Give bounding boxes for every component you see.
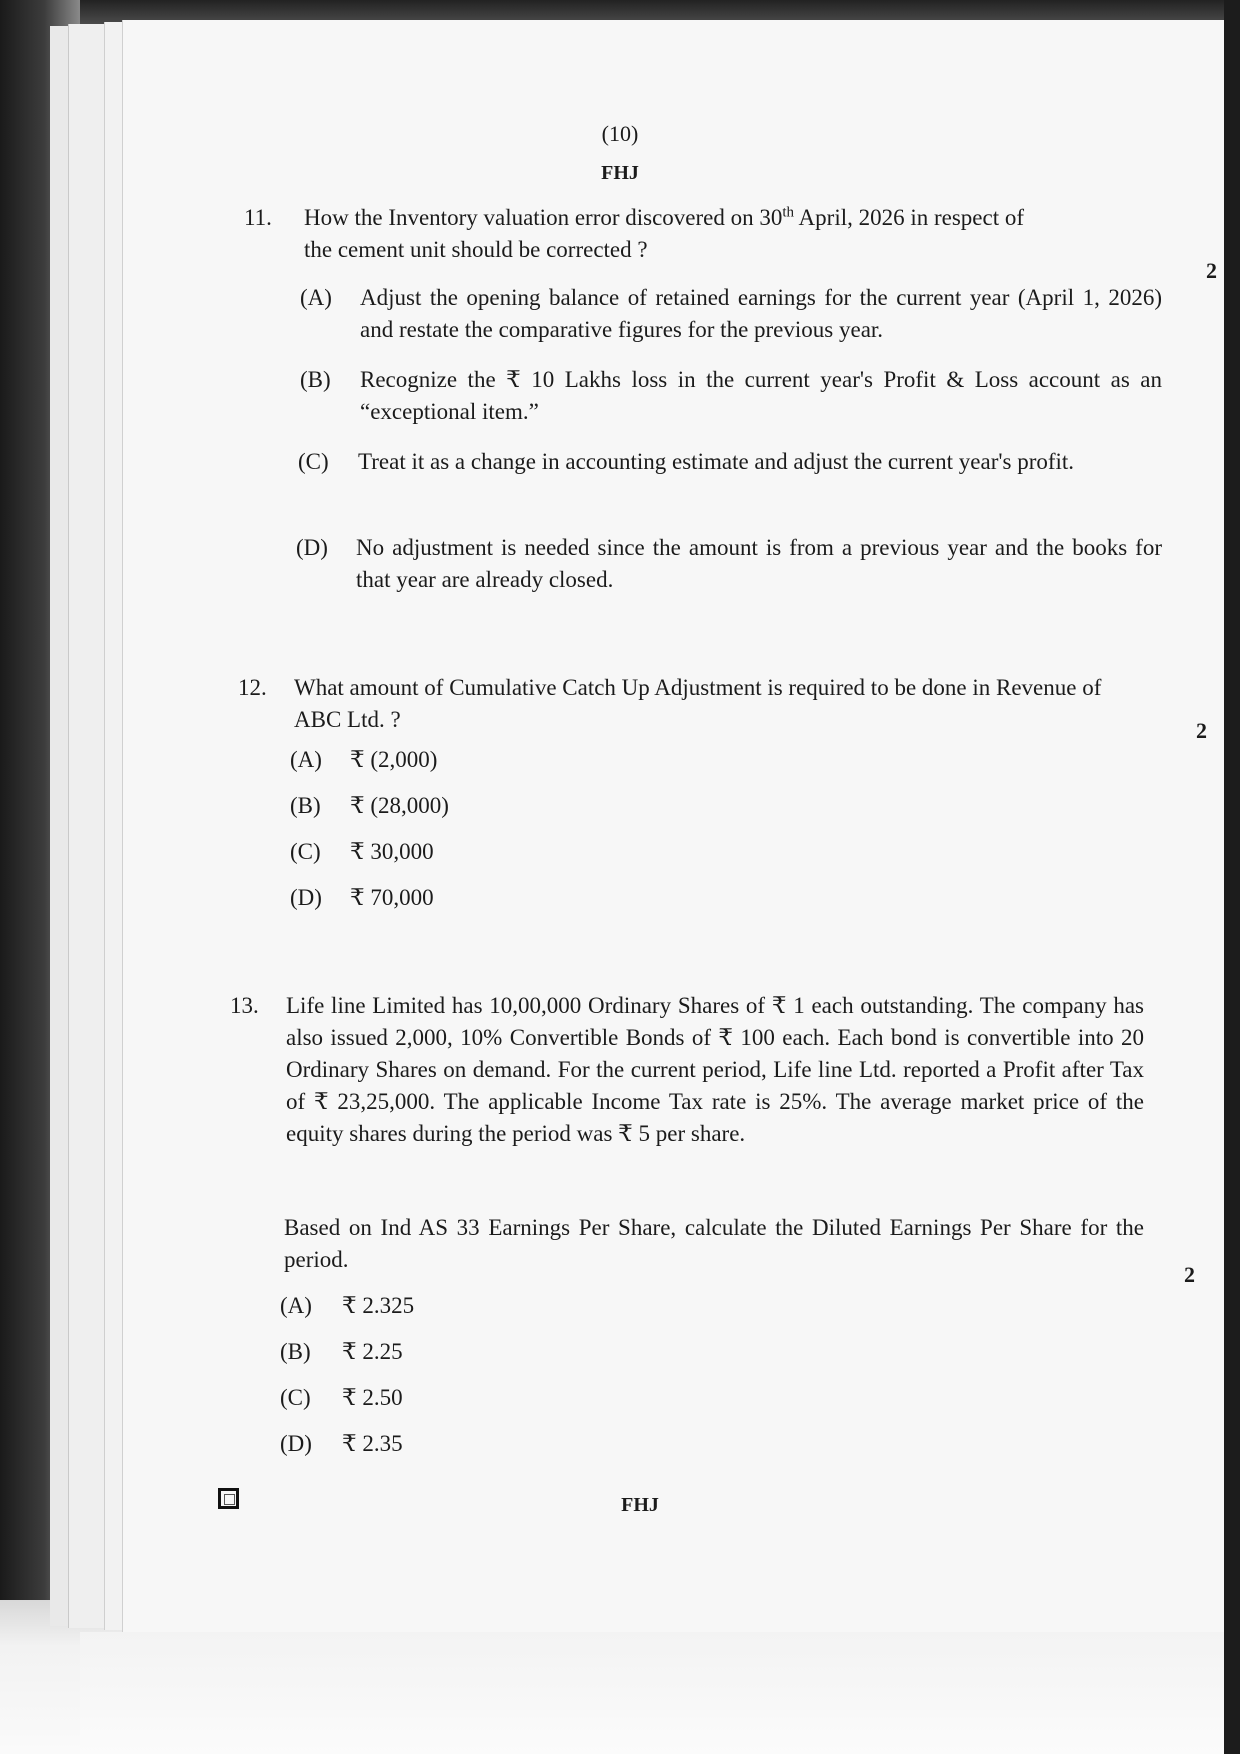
footer-code: FHJ <box>621 1494 659 1516</box>
option-label: (A) <box>300 285 332 310</box>
option-text: ₹ 2.325 <box>342 1293 415 1318</box>
question-text <box>304 202 1164 266</box>
header-code: FHJ <box>601 162 639 184</box>
option-label: (B) <box>280 1339 311 1364</box>
marks-q12: 2 <box>1196 718 1207 743</box>
question-13 <box>230 990 1150 1460</box>
superscript-th: th <box>782 204 795 221</box>
option-label: (D) <box>296 535 328 560</box>
question-text: Life line Limited has 10,00,000 Ordinary Shares of ₹ 1 each outstanding. The company has also issued 2,000, 10% Convertible Bonds of ₹ 100 each. Each bond is convertible into 20 Ordinary Shares on demand. For the current period, Life line Ltd. reported a Profit after Tax of ₹ 23,25,000. The applicable Income Tax rate is 25%. The average market price of the equity shares during the period was ₹ 5 per share. <box>286 993 1144 1146</box>
question-text-2: Based on Ind AS 33 Earnings Per Share, calculate the Diluted Earnings Per Share for the period. <box>284 1215 1144 1272</box>
question-11 <box>244 202 1164 622</box>
option-text: Recognize the ₹ 10 Lakhs loss in the current year's Profit & Loss account as an “exceptional item.” <box>360 367 1162 424</box>
option-text: Adjust the opening balance of retained earnings for the current year (April 1, 2026) and restate the comparative figures for the previous year. <box>360 285 1162 342</box>
question-text-line1-end: April, 2026 in respect of <box>794 205 1025 230</box>
option-text: ₹ 2.35 <box>342 1431 403 1456</box>
marks-q13: 2 <box>1184 1262 1195 1287</box>
option-text: ₹ (2,000) <box>350 747 438 772</box>
option-text: ₹ 2.50 <box>342 1385 403 1410</box>
question-text-line1: How the Inventory valuation error discovered on 30 <box>304 205 783 230</box>
option-label: (B) <box>300 367 331 392</box>
option-text: No adjustment is needed since the amount is from a previous year and the books for that year are already closed. <box>356 535 1162 592</box>
question-text: What amount of Cumulative Catch Up Adjustment is required to be done in Revenue of ABC Ltd. ? <box>294 675 1102 732</box>
option-text: ₹ 30,000 <box>350 839 434 864</box>
option-text: ₹ (28,000) <box>350 793 449 818</box>
option-label: (C) <box>290 839 321 864</box>
question-number: 13. <box>230 993 259 1018</box>
page-number: (10) <box>601 121 639 146</box>
paper-bottom-strip <box>80 1632 1224 1754</box>
option-text: ₹ 70,000 <box>350 885 434 910</box>
question-number: 12. <box>238 675 267 700</box>
option-label: (C) <box>280 1385 311 1410</box>
marks-q11: 2 <box>1206 258 1217 283</box>
option-label: (B) <box>290 793 321 818</box>
option-label: (D) <box>280 1431 312 1456</box>
option-label: (A) <box>280 1293 312 1318</box>
question-text-line2: the cement unit should be corrected ? <box>304 237 648 262</box>
scan-edge-right <box>1224 0 1240 1754</box>
option-label: (A) <box>290 747 322 772</box>
option-text: ₹ 2.25 <box>342 1339 403 1364</box>
option-text: Treat it as a change in accounting estimate and adjust the current year's profit. <box>358 449 1075 474</box>
option-label: (D) <box>290 885 322 910</box>
option-label: (C) <box>298 449 329 474</box>
question-number: 11. <box>244 205 272 230</box>
question-12 <box>238 672 1158 922</box>
